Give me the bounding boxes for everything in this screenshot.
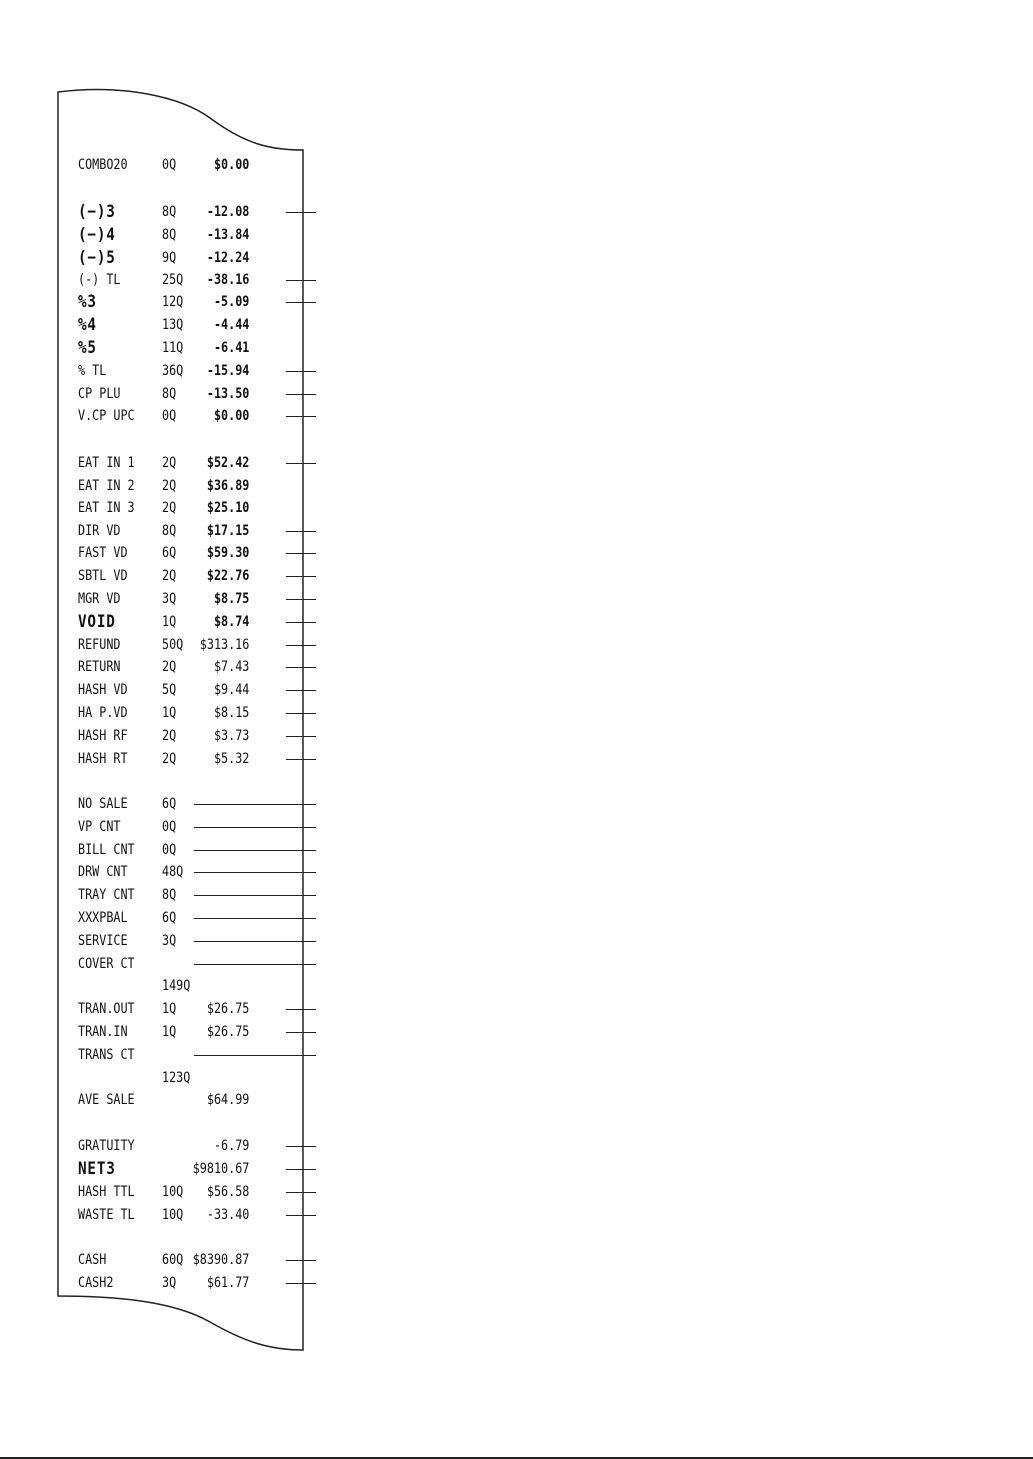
row-label: NET3 [78,1159,116,1179]
row-label: BILL CNT [78,842,135,858]
callout-line [286,394,316,395]
callout-line [286,302,316,303]
row-label: (−)4 [78,225,116,245]
row-amount: -33.40 [206,1207,250,1223]
callout-line [286,1260,316,1261]
receipt-row [78,1158,268,1180]
receipt-row [78,588,268,610]
callout-line [286,1032,316,1033]
receipt-row [78,1272,268,1294]
row-label: V.CP UPC [78,408,135,424]
row-count: 0Q [162,408,177,424]
receipt-row [78,634,268,656]
row-amount: -15.94 [206,363,250,379]
row-amount: $0.00 [213,157,250,173]
receipt-row [78,1021,268,1043]
receipt-row [78,975,268,997]
receipt-row [78,656,268,678]
row-label: TRAN.OUT [78,1001,135,1017]
row-count: 3Q [162,1275,177,1291]
row-amount: $8.74 [213,614,250,630]
row-count: 2Q [162,659,177,675]
callout-line [194,850,316,851]
callout-line [286,1283,316,1284]
callout-line [286,212,316,213]
receipt-row [78,520,268,542]
row-count: 1Q [162,705,177,721]
row-label: HASH TTL [78,1184,135,1200]
row-amount: -4.44 [213,317,250,333]
row-count: 6Q [162,910,177,926]
callout-line [194,872,316,873]
row-count: 3Q [162,933,177,949]
receipt-row [78,702,268,724]
row-amount: $8390.87 [192,1252,250,1268]
row-label: VOID [78,612,116,632]
receipt-row [78,679,268,701]
row-label: EAT IN 1 [78,455,135,471]
row-count: 50Q [162,637,184,653]
row-count: 2Q [162,751,177,767]
receipt-row [78,201,268,223]
row-amount: -13.84 [206,227,250,243]
receipt-row [78,291,268,313]
row-label: %3 [78,292,97,312]
receipt-row [78,247,268,269]
receipt-row [78,542,268,564]
row-amount: $7.43 [213,659,250,675]
row-amount: $313.16 [199,637,250,653]
row-amount: -6.79 [213,1138,250,1154]
receipt-row [78,748,268,770]
row-label: TRANS CT [78,1047,135,1063]
row-label: SBTL VD [78,568,128,584]
row-label: VP CNT [78,819,121,835]
row-label: NO SALE [78,796,128,812]
row-count: 6Q [162,545,177,561]
row-amount: $3.73 [213,728,250,744]
callout-line [286,416,316,417]
row-count: 2Q [162,728,177,744]
row-label: REFUND [78,637,121,653]
row-count: 123Q [162,1070,191,1086]
callout-line [286,599,316,600]
row-count: 3Q [162,591,177,607]
row-count: 2Q [162,455,177,471]
callout-line [194,1055,316,1056]
row-amount: $25.10 [206,500,250,516]
receipt-row [78,154,268,176]
row-count: 5Q [162,682,177,698]
callout-line [194,895,316,896]
row-amount: $8.15 [213,705,250,721]
row-count: 8Q [162,523,177,539]
receipt-row [78,998,268,1020]
row-label: CP PLU [78,386,121,402]
row-label: CASH2 [78,1275,114,1291]
row-amount: $9.44 [213,682,250,698]
row-count: 60Q [162,1252,184,1268]
callout-line [286,553,316,554]
row-label: HASH RT [78,751,128,767]
callout-line [286,371,316,372]
row-amount: $9810.67 [192,1161,250,1177]
row-count: 8Q [162,204,177,220]
callout-line [286,1146,316,1147]
receipt-row [78,360,268,382]
callout-line [194,804,316,805]
row-amount: $36.89 [206,478,250,494]
row-label: XXXPBAL [78,910,128,926]
callout-line [194,941,316,942]
callout-line [286,645,316,646]
row-amount: -12.24 [206,250,250,266]
row-label: EAT IN 2 [78,478,135,494]
row-label: COMBO20 [78,157,128,173]
row-count: 9Q [162,250,177,266]
row-amount: -38.16 [206,272,250,288]
row-label: COVER CT [78,956,135,972]
row-label: DIR VD [78,523,121,539]
row-count: 1Q [162,1024,177,1040]
row-label: WASTE TL [78,1207,135,1223]
row-count: 2Q [162,568,177,584]
row-count: 0Q [162,819,177,835]
row-label: CASH [78,1252,107,1268]
receipt-row [78,314,268,336]
row-label: HASH VD [78,682,128,698]
row-count: 48Q [162,864,184,880]
callout-line [194,918,316,919]
receipt-row [78,452,268,474]
row-count: 12Q [162,294,184,310]
row-label: (−)3 [78,202,116,222]
receipt-row [78,475,268,497]
row-amount: -5.09 [213,294,250,310]
row-label: EAT IN 3 [78,500,135,516]
callout-line [286,576,316,577]
callout-line [286,690,316,691]
row-count: 1Q [162,614,177,630]
row-count: 0Q [162,842,177,858]
row-amount: $52.42 [206,455,250,471]
row-count: 2Q [162,500,177,516]
receipt-row [78,1067,268,1089]
row-count: 8Q [162,386,177,402]
row-label: GRATUITY [78,1138,135,1154]
row-amount: $22.76 [206,568,250,584]
row-amount: $8.75 [213,591,250,607]
row-label: (−)5 [78,248,116,268]
row-amount: -13.50 [206,386,250,402]
row-amount: $5.32 [213,751,250,767]
receipt-row [78,565,268,587]
row-amount: -6.41 [213,340,250,356]
row-label: TRAN.IN [78,1024,128,1040]
row-label: HA P.VD [78,705,128,721]
row-label: HASH RF [78,728,128,744]
row-label: TRAY CNT [78,887,135,903]
receipt-row [78,725,268,747]
callout-line [286,1169,316,1170]
callout-line [286,622,316,623]
callout-line [286,280,316,281]
receipt-row [78,1181,268,1203]
callout-line [194,964,316,965]
row-count: 1Q [162,1001,177,1017]
callout-line [286,759,316,760]
row-label: MGR VD [78,591,121,607]
row-count: 0Q [162,157,177,173]
row-label: FAST VD [78,545,128,561]
callout-line [286,713,316,714]
row-count: 8Q [162,227,177,243]
row-count: 6Q [162,796,177,812]
row-amount: $56.58 [206,1184,250,1200]
row-amount: $59.30 [206,545,250,561]
receipt-row [78,497,268,519]
row-amount: $61.77 [206,1275,250,1291]
receipt-row [78,1135,268,1157]
row-count: 2Q [162,478,177,494]
row-count: 25Q [162,272,184,288]
row-count: 11Q [162,340,184,356]
receipt-row [78,269,268,291]
callout-line [286,1192,316,1193]
callout-line [286,1009,316,1010]
row-label: RETURN [78,659,121,675]
row-amount: -12.08 [206,204,250,220]
receipt-row [78,1204,268,1226]
callout-line [286,531,316,532]
receipt-row [78,383,268,405]
receipt-row [78,224,268,246]
callout-line [286,736,316,737]
receipt-row [78,405,268,427]
callout-line [286,1215,316,1216]
row-label: AVE SALE [78,1092,135,1108]
row-amount: $64.99 [206,1092,250,1108]
row-count: 10Q [162,1184,184,1200]
row-amount: $0.00 [213,408,250,424]
row-label: SERVICE [78,933,128,949]
receipt-row [78,1249,268,1271]
row-label: % TL [78,363,107,379]
row-count: 10Q [162,1207,184,1223]
row-count: 8Q [162,887,177,903]
receipt-row [78,1089,268,1111]
row-count: 149Q [162,978,191,994]
row-amount: $17.15 [206,523,250,539]
receipt-row [78,611,268,633]
row-label: (-) TL [78,272,121,288]
callout-line [194,827,316,828]
callout-line [286,667,316,668]
row-amount: $26.75 [206,1024,250,1040]
callout-line [286,463,316,464]
row-label: %4 [78,315,97,335]
row-amount: $26.75 [206,1001,250,1017]
row-label: DRW CNT [78,864,128,880]
row-count: 36Q [162,363,184,379]
row-count: 13Q [162,317,184,333]
row-label: %5 [78,338,97,358]
receipt-row [78,337,268,359]
